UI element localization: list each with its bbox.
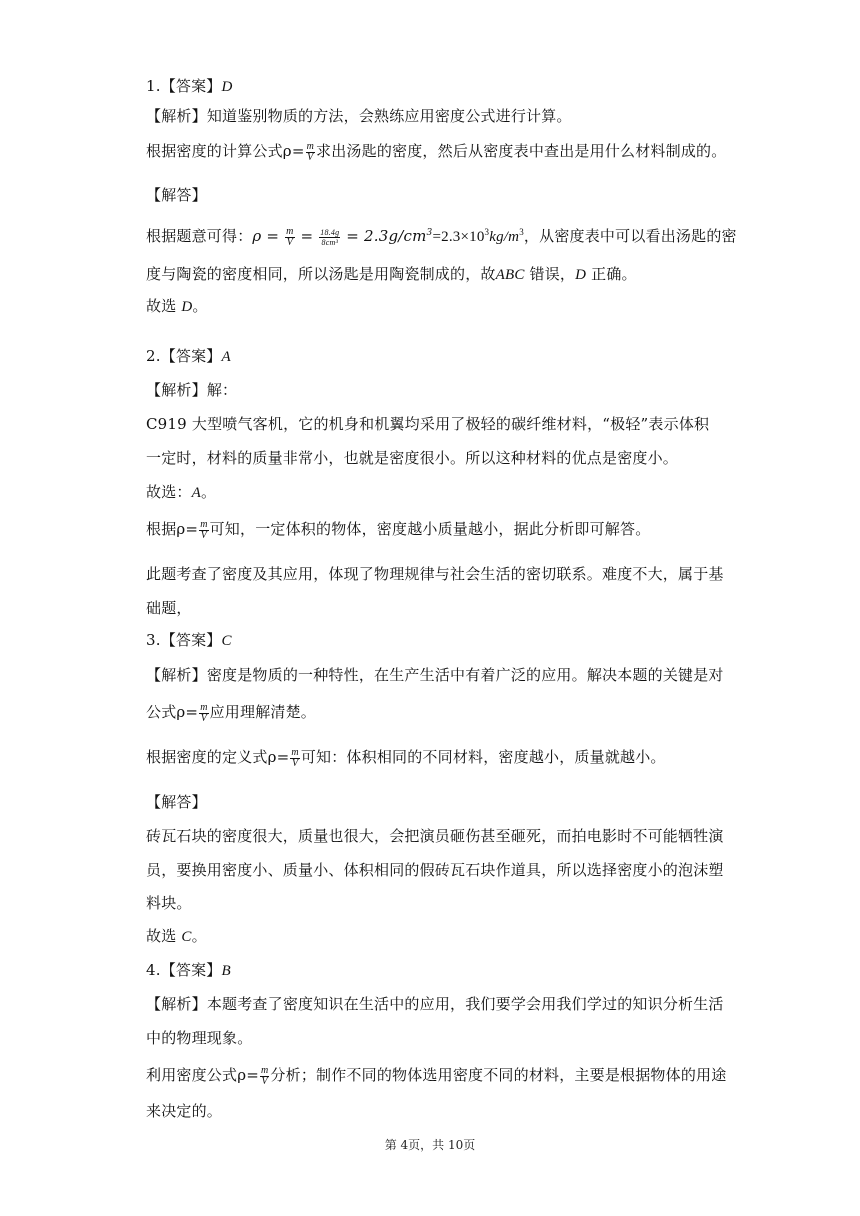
- q2-summary-2: 础题，: [146, 599, 192, 617]
- text: 公式ρ=: [146, 703, 199, 721]
- fraction-m-over-v: [199, 703, 208, 724]
- text: 。: [192, 297, 208, 315]
- q2-body-1: C919 大型喷气客机，它的机身和机翼均采用了极轻的碳纤维材料，“极轻”表示体积: [146, 415, 710, 433]
- denominator: 8cm³: [321, 237, 339, 247]
- q4-body-2: 来决定的。: [146, 1102, 223, 1120]
- answer-label: 1.【答案】: [146, 77, 222, 95]
- denominator: V: [200, 529, 208, 541]
- equals: =: [295, 227, 319, 245]
- answer-value: D: [221, 79, 233, 95]
- denominator: V: [200, 712, 208, 724]
- q3-body-1: 砖瓦石块的密度很大，质量也很大，会把演员砸伤甚至砸死，而拍电影时不可能牺牲演: [146, 827, 724, 845]
- q3-body-3: 料块。: [146, 894, 192, 912]
- text: 故选：: [146, 483, 192, 501]
- q3-analysis: [146, 665, 724, 685]
- q3-solution-label: 【解答】: [146, 793, 207, 811]
- denominator: V: [307, 151, 314, 163]
- denominator: V: [261, 1075, 268, 1087]
- analysis-text: 密度是物质的一种特性，在生产生活中有着广泛的应用。解决本题的关键是对: [206, 666, 724, 684]
- result: [341, 227, 432, 245]
- q3-formula-line: [146, 702, 316, 724]
- choice: C: [181, 929, 192, 945]
- denominator: V: [286, 236, 293, 248]
- fraction-m-over-v: [199, 520, 208, 541]
- analysis-label: 【解析】: [146, 666, 207, 684]
- analysis-text: 知道鉴别物质的方法，会熟练应用密度公式进行计算。: [206, 107, 572, 125]
- q1-choose: [146, 296, 208, 317]
- denominator: V: [291, 757, 299, 769]
- answer-label: 3.【答案】: [146, 631, 222, 649]
- fraction-m-over-v: [260, 1066, 269, 1087]
- q3-choose: [146, 926, 207, 947]
- text: 求出汤匙的密度，然后从密度表中查出是用什么材料制成的。: [316, 142, 727, 160]
- q1-calculation: [146, 226, 737, 248]
- q2-summary-1: 此题考查了密度及其应用，体现了物理规律与社会生活的密切联系。难度不大，属于基: [146, 565, 724, 583]
- conversion: [432, 229, 523, 245]
- q2-body-2: 一定时，材料的质量非常小，也就是密度很小。所以这种材料的优点是密度小。: [146, 449, 679, 467]
- answer-label: 4.【答案】: [146, 961, 222, 979]
- q2-formula-line: [146, 519, 650, 541]
- page-footer: 第 4页，共 10页: [384, 1138, 476, 1152]
- analysis-label: 【解析】: [146, 995, 207, 1013]
- text: 错误，: [524, 265, 576, 283]
- choice: D: [181, 299, 193, 315]
- conversion-value: =2.3×10: [432, 229, 485, 245]
- result-value: = 2.3g/cm: [341, 227, 427, 245]
- text: 可知，一定体积的物体，密度越小质量越小，据此分析即可解答。: [209, 520, 651, 538]
- q1-formula-line: [146, 141, 726, 163]
- numerator: m: [200, 518, 208, 530]
- answer-value: A: [221, 349, 231, 365]
- fraction-mass-over-volume: [319, 228, 340, 247]
- text: 根据ρ=: [146, 520, 199, 538]
- numerator: m: [200, 701, 208, 713]
- numerator: m: [286, 225, 294, 237]
- text: 正确。: [586, 265, 637, 283]
- text: 。: [200, 483, 217, 501]
- superscript: 3: [484, 227, 490, 237]
- option-d: D: [575, 267, 587, 283]
- analysis-label: 【解析】: [146, 381, 207, 399]
- analysis-text: 本题考查了密度知识在生活中的应用，我们要学会用我们学过的知识分析生活: [206, 995, 724, 1013]
- text: 应用理解清楚。: [209, 703, 317, 721]
- answer-value: C: [221, 633, 232, 649]
- q2-answer: [146, 346, 231, 367]
- answer-value: B: [221, 963, 231, 979]
- rho-symbol: ρ =: [252, 227, 285, 245]
- q1-solution-label: 【解答】: [146, 186, 207, 204]
- analysis-label: 【解析】: [146, 107, 207, 125]
- text: 根据密度的计算公式ρ=: [146, 142, 305, 160]
- q4-analysis-2: 中的物理现象。: [146, 1029, 253, 1047]
- text: 。: [191, 927, 207, 945]
- answer-label: 2.【答案】: [146, 347, 222, 365]
- q3-definition-line: [146, 747, 666, 769]
- numerator: 18.4g: [320, 227, 340, 237]
- analysis-text: 解：: [206, 381, 238, 399]
- q2-choose: [146, 482, 216, 503]
- text: 可知：体积相同的不同材料，密度越小，质量就越小。: [300, 748, 666, 766]
- fraction-m-over-v: [285, 227, 294, 248]
- q2-analysis: [146, 380, 237, 400]
- superscript: 3: [519, 227, 524, 237]
- text: 根据密度的定义式ρ=: [146, 748, 290, 766]
- fraction-m-over-v: [306, 142, 315, 163]
- option-abc: ABC: [495, 267, 525, 283]
- choice: A: [191, 485, 201, 501]
- fraction-m-over-v: [290, 748, 299, 769]
- text: 根据题意可得：: [146, 227, 253, 245]
- numerator: m: [261, 1064, 269, 1076]
- q4-answer: [146, 960, 231, 981]
- q3-answer: [146, 630, 232, 651]
- unit: kg/m: [489, 229, 520, 245]
- text: 分析；制作不同的物体选用密度不同的材料，主要是根据物体的用途: [270, 1066, 727, 1084]
- q1-analysis: [146, 106, 572, 126]
- numerator: m: [306, 140, 315, 152]
- q3-body-2: 员，要换用密度小、质量小、体积相同的假砖瓦石块作道具，所以选择密度小的泡沫塑: [146, 861, 724, 879]
- text: ，从密度表中可以看出汤匙的密: [523, 227, 737, 245]
- q1-calculation-cont: [146, 264, 637, 285]
- numerator: m: [291, 746, 299, 758]
- q1-answer: [146, 76, 233, 97]
- text: 故选: [146, 927, 182, 945]
- text: 利用密度公式ρ=: [146, 1066, 259, 1084]
- q4-formula-line: [146, 1065, 726, 1087]
- text: 故选: [146, 297, 182, 315]
- text: 度与陶瓷的密度相同，所以汤匙是用陶瓷制成的，故: [146, 265, 496, 283]
- q4-analysis: [146, 994, 724, 1014]
- superscript: 3: [426, 228, 433, 238]
